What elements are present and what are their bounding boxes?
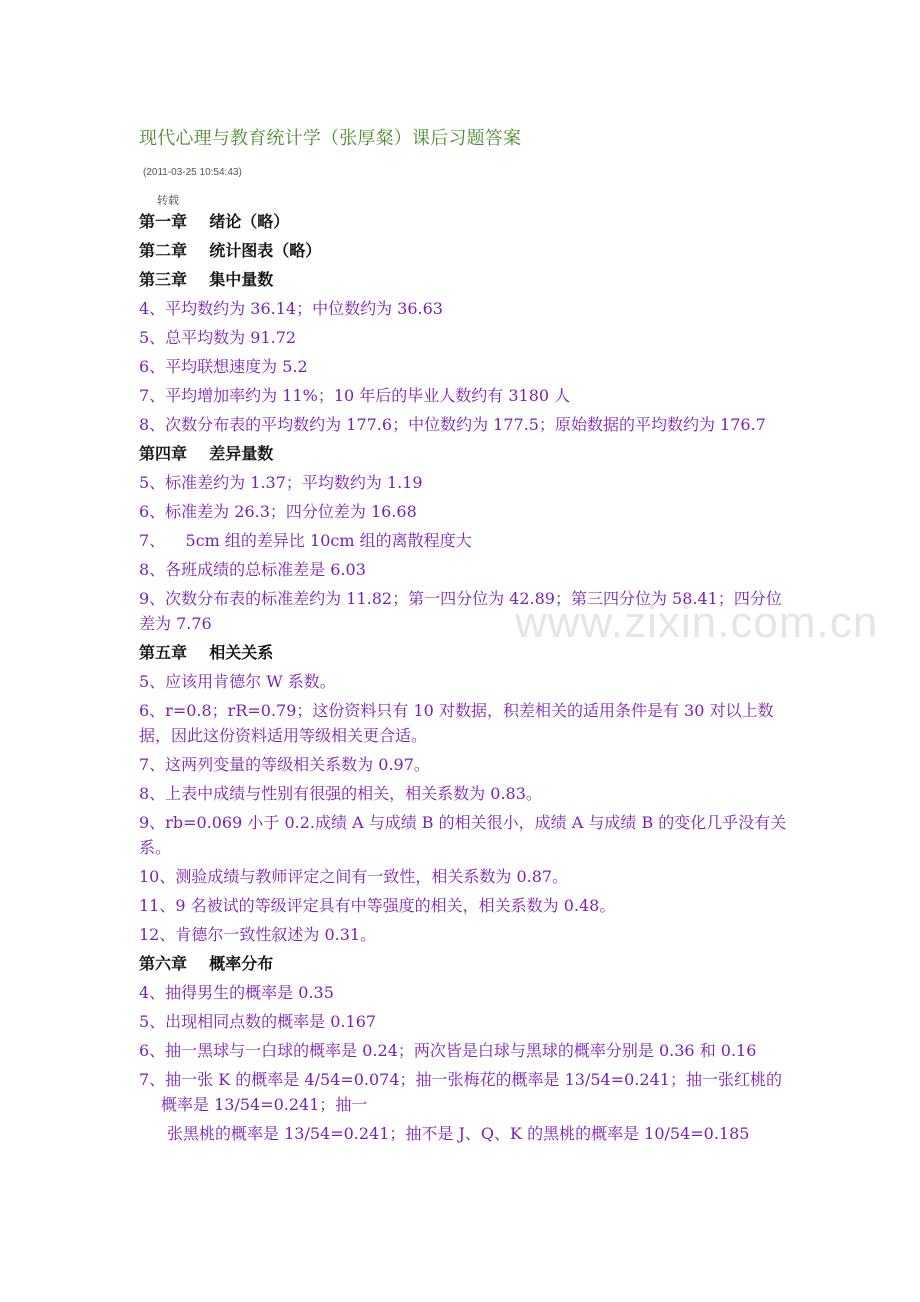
answer-item: 9、rb=0.069 小于 0.2.成绩 A 与成绩 B 的相关很小，成绩 A 与成绩 B 的变化几乎没有关系。 — [139, 813, 787, 857]
answer-item: 4、平均数约为 36.14；中位数约为 36.63 — [139, 299, 443, 318]
answer-item: 7、抽一张 K 的概率是 4/54=0.074；抽一张梅花的概率是 13/54=0.241；抽一张红桃的概率是 13/54=0.241；抽一 — [139, 1070, 782, 1114]
chapter-heading: 第二章 统计图表（略） — [139, 241, 322, 260]
answer-item: 5、标准差约为 1.37；平均数约为 1.19 — [139, 473, 423, 492]
chapter-heading: 第三章 集中量数 — [139, 270, 274, 289]
answer-item: 7、这两列变量的等级相关系数为 0.97。 — [139, 755, 430, 774]
answer-content — [139, 207, 789, 1148]
repost-label: 转载 — [157, 194, 179, 207]
chapter-heading: 第一章 绪论（略） — [139, 212, 290, 231]
answer-item: 5、总平均数为 91.72 — [139, 328, 297, 347]
answer-item-continued: 张黑桃的概率是 13/54=0.241；抽不是 J、Q、K 的黑桃的概率是 10/54=0.185 — [167, 1124, 750, 1143]
page-title: 现代心理与教育统计学（张厚粲）课后习题答案 — [139, 128, 522, 149]
answer-item: 8、上表中成绩与性别有很强的相关，相关系数为 0.83。 — [139, 784, 542, 803]
answer-item: 6、抽一黑球与一白球的概率是 0.24；两次皆是白球与黑球的概率分别是 0.36 和 0.16 — [139, 1041, 757, 1060]
answer-item: 5、应该用肯德尔 W 系数。 — [139, 672, 336, 691]
answer-item: 8、各班成绩的总标准差是 6.03 — [139, 560, 366, 579]
answer-item: 5、出现相同点数的概率是 0.167 — [139, 1012, 377, 1031]
answer-item: 10、测验成绩与教师评定之间有一致性，相关系数为 0.87。 — [139, 867, 569, 886]
answer-item: 7、 5cm 组的差异比 10cm 组的离散程度大 — [139, 531, 472, 550]
answer-item: 6、r=0.8；rR=0.79；这份资料只有 10 对数据，积差相关的适用条件是有 30 对以上数据，因此这份资料适用等级相关更合适。 — [139, 701, 774, 745]
chapter-heading: 第四章 差异量数 — [139, 444, 274, 463]
answer-item: 12、肯德尔一致性叙述为 0.31。 — [139, 925, 377, 944]
answer-item: 4、抽得男生的概率是 0.35 — [139, 983, 334, 1002]
answer-item: 7、平均增加率约为 11%；10 年后的毕业人数约有 3180 人 — [139, 386, 571, 405]
chapter-heading: 第五章 相关关系 — [139, 643, 274, 662]
answer-item: 8、次数分布表的平均数约为 177.6；中位数约为 177.5；原始数据的平均数约为 176.7 — [139, 415, 766, 434]
post-timestamp: (2011-03-25 10:54:43) — [143, 167, 242, 178]
answer-item: 9、次数分布表的标准差约为 11.82；第一四分位为 42.89；第三四分位为 58.41；四分位差为 7.76 — [139, 589, 782, 633]
answer-item: 6、平均联想速度为 5.2 — [139, 357, 308, 376]
watermark: www.zixin.com.cn — [515, 598, 879, 647]
chapter-heading: 第六章 概率分布 — [139, 954, 274, 973]
answer-item: 6、标准差为 26.3；四分位差为 16.68 — [139, 502, 417, 521]
answer-item: 11、9 名被试的等级评定具有中等强度的相关，相关系数为 0.48。 — [139, 896, 616, 915]
